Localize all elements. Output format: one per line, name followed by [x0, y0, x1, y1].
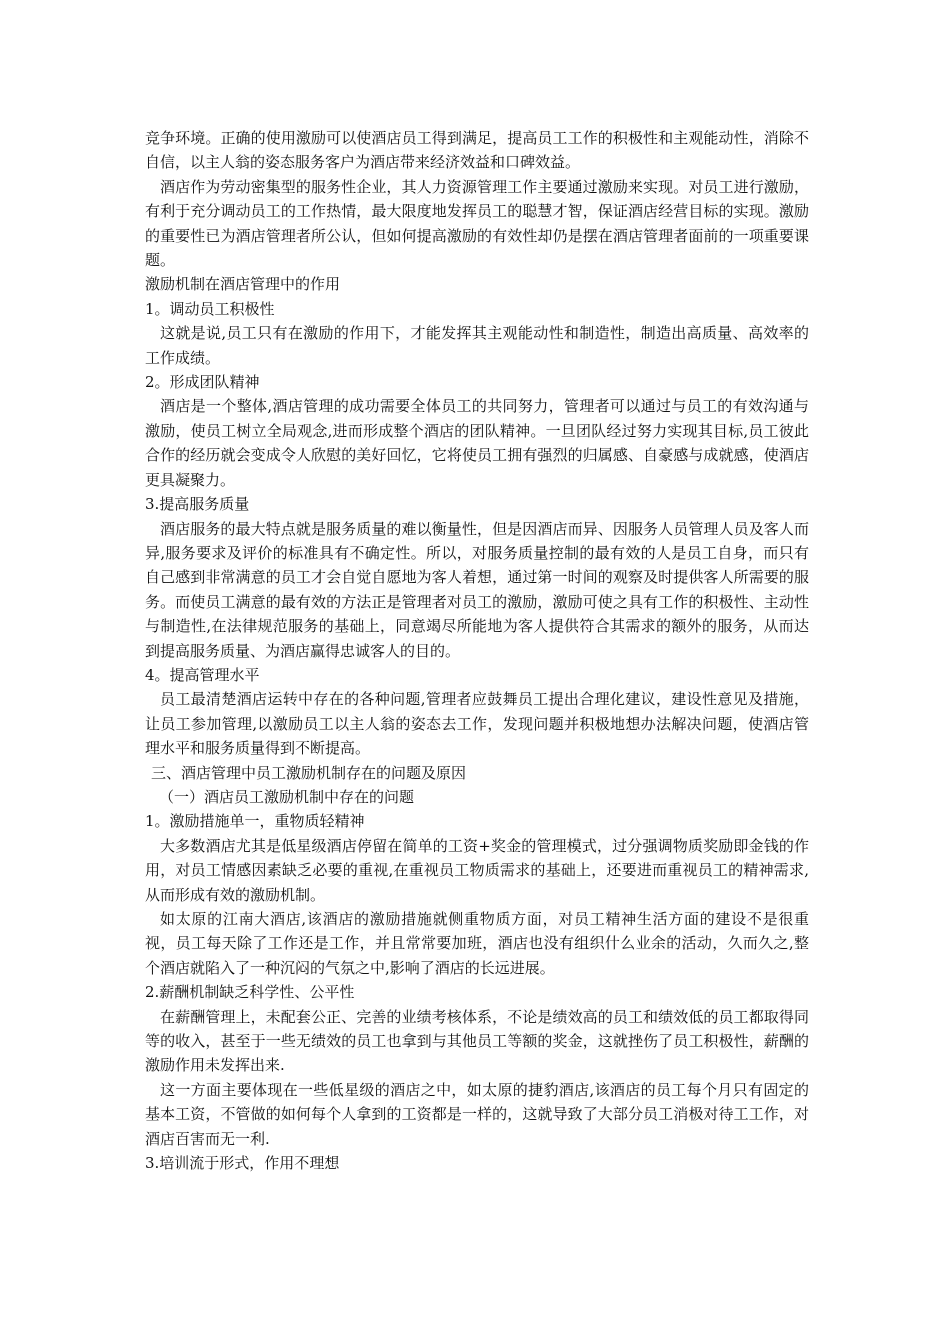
- subsection-heading: 2.薪酬机制缺乏科学性、公平性: [145, 983, 355, 1002]
- body-paragraph: 酒店是一个整体,酒店管理的成功需要全体员工的共同努力，管理者可以通过与员工的有效沟通与激励，使员工树立全局观念,进而形成整个酒店的团队精神。一旦团队经过努力实现其目标,员工彼此合作的经历就会变成令人欣慰的美好回忆，它将使员工拥有强烈的归属感、自豪感与成就感，使酒店更具凝聚力。: [145, 397, 809, 489]
- subsection-heading: 2。形成团队精神: [145, 373, 260, 392]
- chapter-heading: 三、酒店管理中员工激励机制存在的问题及原因: [151, 763, 467, 782]
- body-paragraph: 大多数酒店尤其是低星级酒店停留在简单的工资+奖金的管理模式，过分强调物质奖励即金钱的作用，对员工情感因素缺乏必要的重视,在重视员工物质需求的基础上，还要进而重视员工的精神需求,从而形成有效的激励机制。: [145, 836, 809, 904]
- body-paragraph: 员工最清楚酒店运转中存在的各种问题,管理者应鼓舞员工提出合理化建议，建设性意见及措施，让员工参加管理,以激励员工以主人翁的姿态去工作，发现问题并积极地想办法解决问题，使酒店管理水平和服务质量得到不断提高。: [145, 690, 809, 758]
- body-paragraph-continued: 竞争环境。正确的使用激励可以使酒店员工得到满足，提高员工工作的积极性和主观能动性，消除不自信，以主人翁的姿态服务客户为酒店带来经济效益和口碑效益。: [145, 129, 809, 172]
- subsection-heading: 1。激励措施单一，重物质轻精神: [145, 812, 365, 831]
- document-page: [145, 126, 809, 1175]
- section-heading: 激励机制在酒店管理中的作用: [145, 275, 341, 294]
- body-paragraph: 如太原的江南大酒店,该酒店的激励措施就侧重物质方面，对员工精神生活方面的建设不是很重视，员工每天除了工作还是工作，并且常常要加班，酒店也没有组织什么业余的活动，久而久之,整个酒店就陷入了一种沉闷的气氛之中,影响了酒店的长远进展。: [145, 910, 809, 977]
- subsection-heading: 3.培训流于形式，作用不理想: [145, 1154, 340, 1173]
- body-paragraph: 酒店作为劳动密集型的服务性企业，其人力资源管理工作主要通过激励来实现。对员工进行激励，有利于充分调动员工的工作热情，最大限度地发挥员工的聪慧才智，保证酒店经营目标的实现。激励的重要性已为酒店管理者所公认，但如何提高激励的有效性却仍是摆在酒店管理者面前的一项重要课题。: [145, 177, 809, 270]
- body-paragraph: 酒店服务的最大特点就是服务质量的难以衡量性，但是因酒店而异、因服务人员管理人员及客人而异,服务要求及评价的标准具有不确定性。所以，对服务质量控制的最有效的人是员工自身，而只有自己感到非常满意的员工才会自觉自愿地为客人着想，通过第一时间的观察及时提供客人所需要的服务。而使员工满意的最有效的方法正是管理者对员工的激励，激励可使之具有工作的积极性、主动性与制造性,在法律规范服务的基础上，同意竭尽所能地为客人提供符合其需求的额外的服务，从而达到提高服务质量、为酒店赢得忠诚客人的目的。: [145, 519, 809, 660]
- section-heading: （一）酒店员工激励机制中存在的问题: [159, 787, 415, 806]
- subsection-heading: 4。提高管理水平: [145, 665, 260, 684]
- body-paragraph: 这就是说,员工只有在激励的作用下，才能发挥其主观能动性和制造性，制造出高质量、高效率的工作成绩。: [145, 324, 809, 367]
- subsection-heading: 1。调动员工积极性: [145, 299, 275, 318]
- subsection-heading: 3.提高服务质量: [145, 495, 250, 514]
- body-paragraph: 这一方面主要体现在一些低星级的酒店之中，如太原的捷豹酒店,该酒店的员工每个月只有固定的基本工资，不管做的如何每个人拿到的工资都是一样的，这就导致了大部分员工消极对待工工作，对酒店百害而无一利.: [145, 1080, 809, 1148]
- body-paragraph: 在薪酬管理上，未配套公正、完善的业绩考核体系，不论是绩效高的员工和绩效低的员工都取得同等的收入，甚至于一些无绩效的员工也拿到与其他员工等额的奖金，这就挫伤了员工积极性，薪酬的激励作用未发挥出来.: [145, 1007, 809, 1075]
